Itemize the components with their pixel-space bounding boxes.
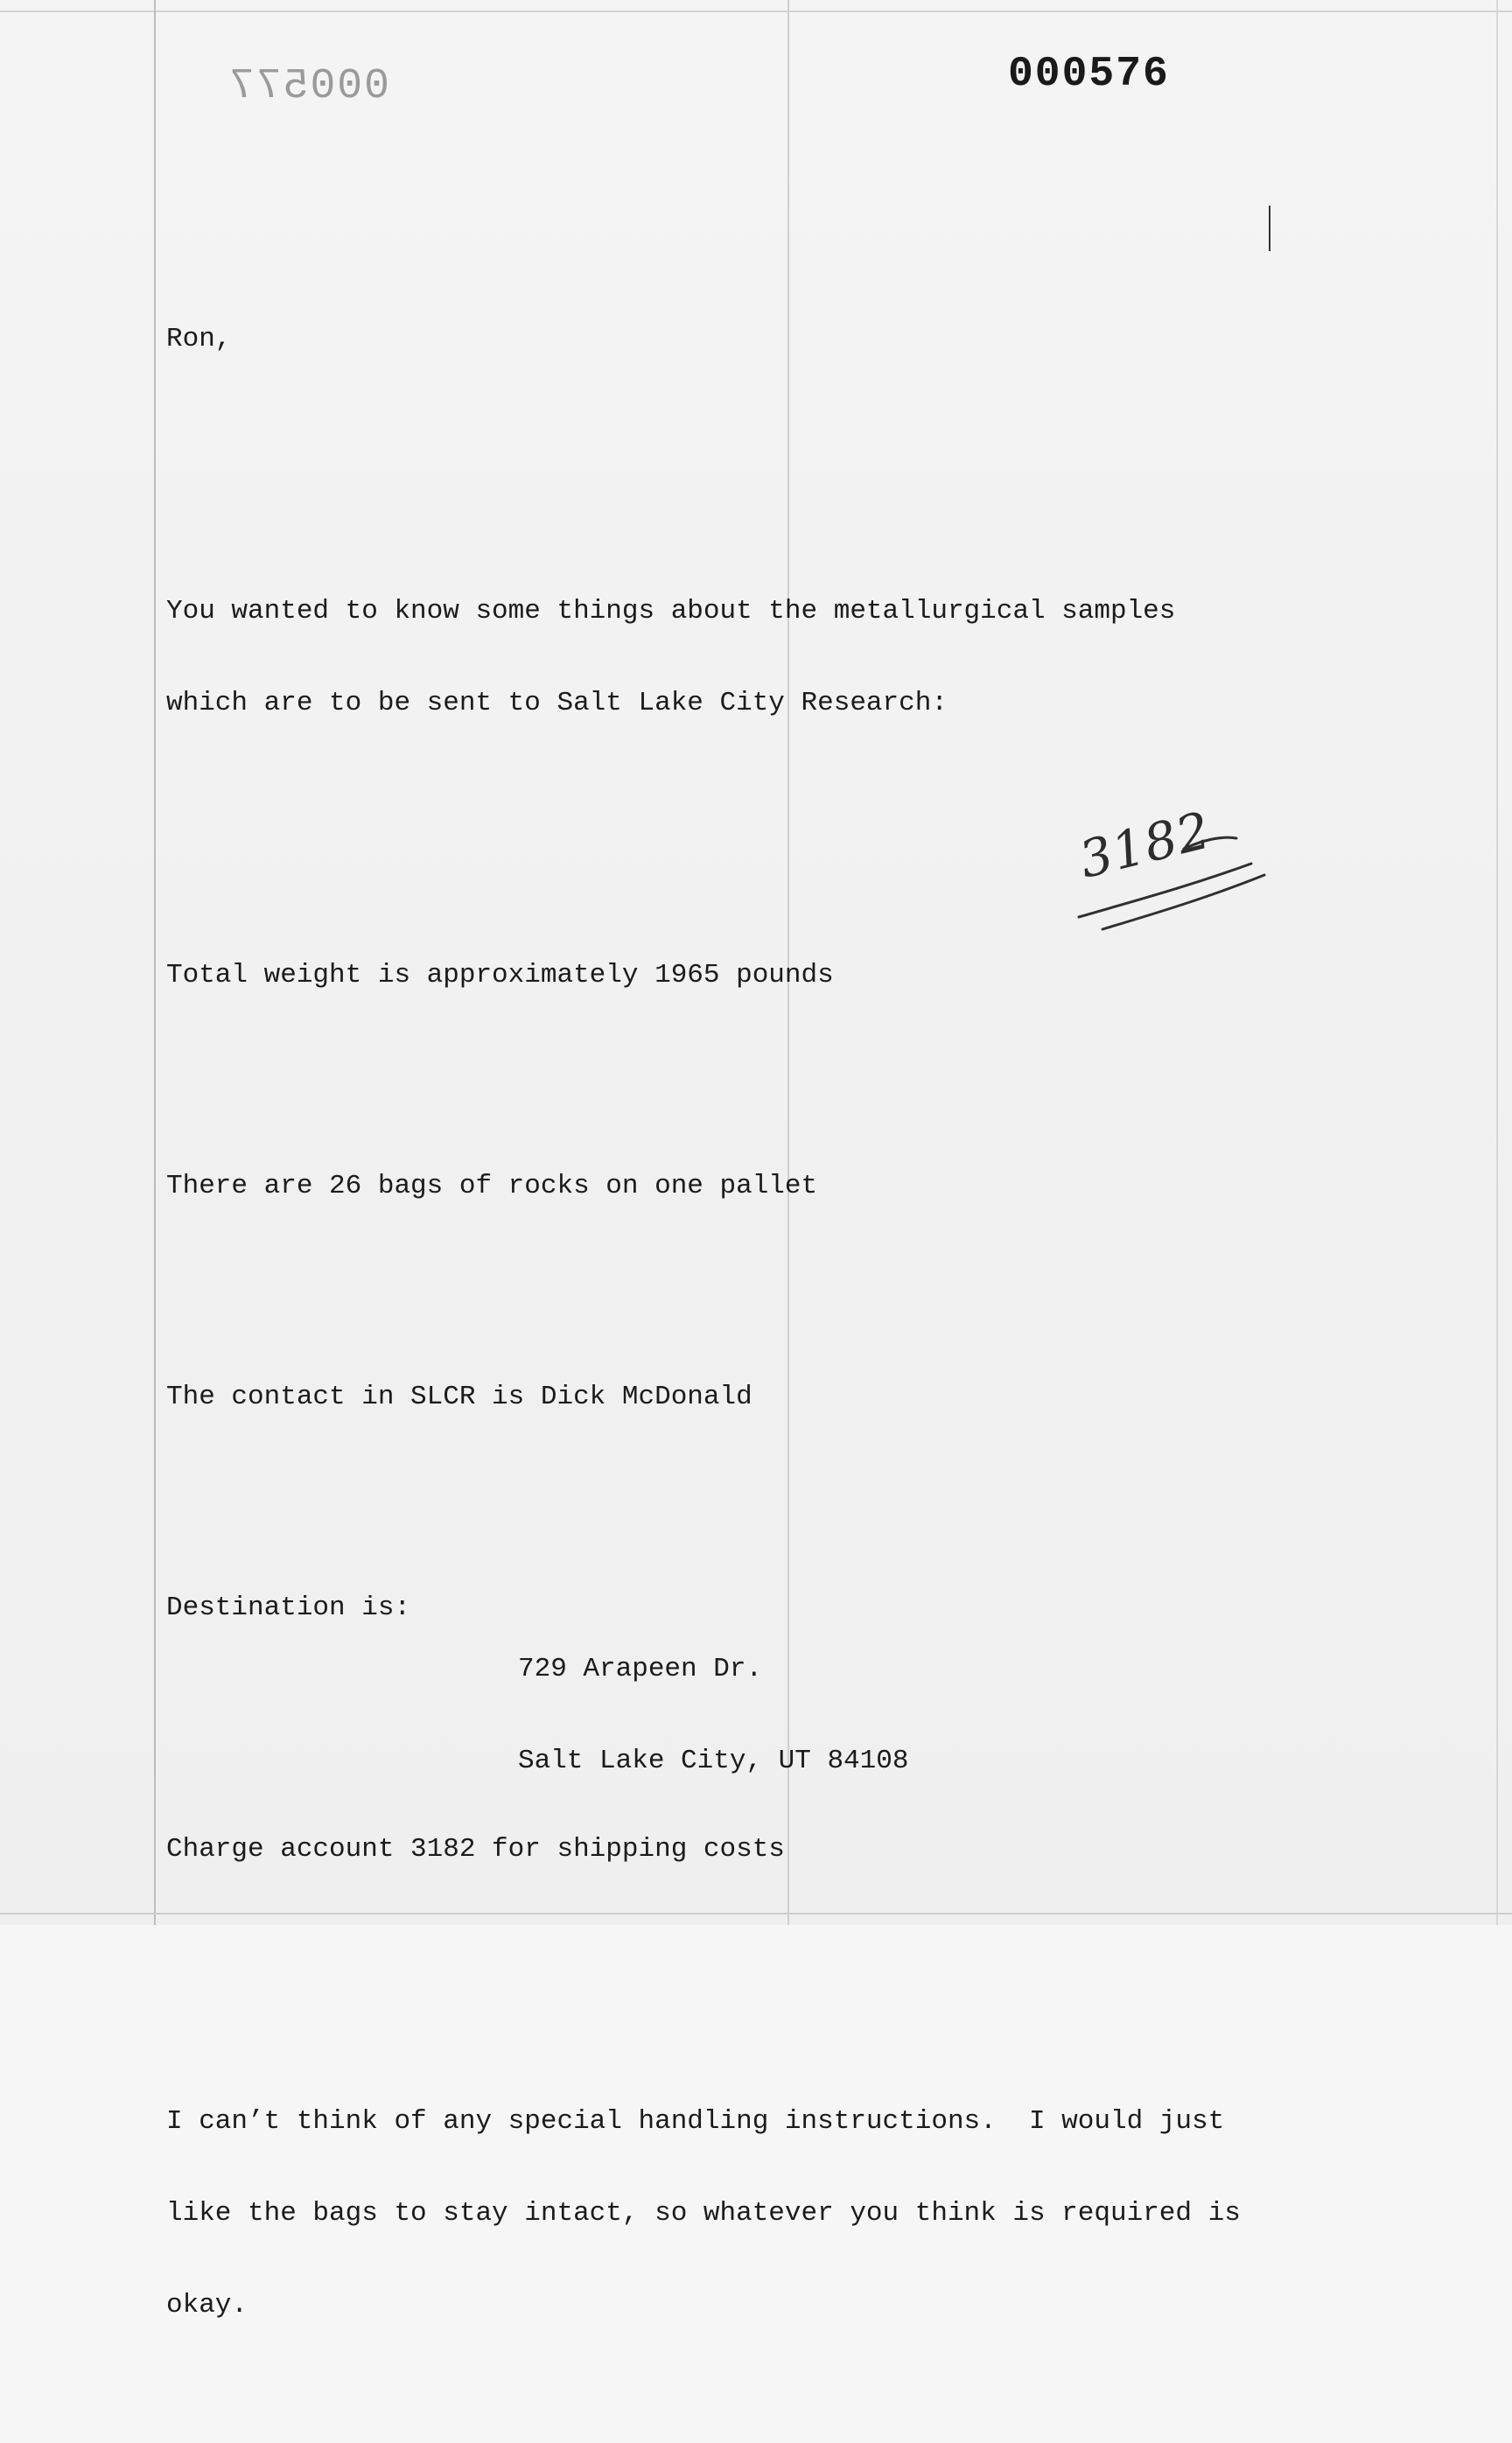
bags-line: There are 26 bags of rocks on one pallet (166, 1171, 818, 1201)
margin-mark (1269, 206, 1270, 251)
spacer (166, 1052, 1321, 1079)
handwritten-account-number: 3182 (1073, 800, 1217, 890)
intro-line-2: which are to be sent to Salt Lake City Research: (166, 688, 948, 718)
destination-line-1: 729 Arapeen Dr. (518, 1654, 763, 1684)
reversed-page-stamp: 000577 (228, 63, 389, 110)
weight-line: Total weight is approximately 1965 pounds (166, 960, 834, 990)
spacer (166, 1926, 1321, 1953)
page-right-edge (1496, 0, 1498, 1925)
underline-strokes (1072, 831, 1282, 945)
closing-line-2: like the bags to stay intact, so whatever you think is required is (166, 2198, 1241, 2229)
page-top-edge (0, 10, 1512, 12)
closing-paragraph (166, 2045, 1321, 2382)
intro-line-1: You wanted to know some things about the metallurgical samples (166, 596, 1176, 626)
closing-line-3: okay. (166, 2290, 248, 2320)
page-left-binding-line (154, 0, 156, 1925)
spacer (166, 416, 1321, 443)
memo-body (166, 262, 1321, 2443)
spacer (166, 1474, 1321, 1501)
greeting: Ron, (166, 324, 232, 354)
destination-block (166, 1592, 1321, 1776)
charge-line: Charge account 3182 for shipping costs (166, 1834, 785, 1865)
contact-line: The contact in SLCR is Dick McDonald (166, 1382, 752, 1412)
handwritten-annotation (1072, 800, 1282, 945)
closing-line-1: I can’t think of any special handling instructions. I would just (166, 2106, 1225, 2137)
destination-label: Destination is: (166, 1592, 411, 1623)
page-stamp-number: 000576 (1008, 51, 1170, 98)
intro-paragraph (166, 535, 1321, 780)
spacer (166, 1263, 1321, 1290)
destination-line-2: Salt Lake City, UT 84108 (518, 1746, 909, 1776)
destination-address (518, 1592, 908, 1838)
